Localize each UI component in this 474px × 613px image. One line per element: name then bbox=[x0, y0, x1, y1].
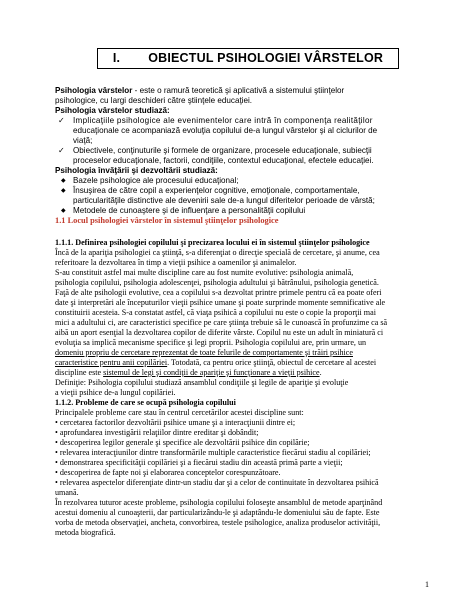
term-psihologia-varstelor: Psihologia vârstelor bbox=[55, 86, 133, 95]
chapter-title-box bbox=[97, 48, 399, 69]
bullet-item: • demonstrarea specificităţii copilăriei şi a fiecărui stadiu din această primă parte a vieţii; bbox=[55, 458, 343, 467]
body-line: Principalele probleme care stau în centrul cercetărilor acestei discipline sunt: bbox=[55, 408, 304, 417]
check-icon: ✓ bbox=[58, 146, 65, 155]
section-heading-1-1: 1.1 Locul psihologiei vârstelor în sistemul ştiinţelor psihologice bbox=[55, 216, 279, 225]
underlined-phrase: sistemul de legi şi condiţii de apariţie şi funcţionare a vieţii psihice bbox=[103, 368, 320, 377]
diamond-bullet-icon: ◆ bbox=[61, 187, 66, 194]
check-item-1-cont: educaţionale ce acompaniază evoluţia copilului de-a lungul vârstelor şi al ciclurilor de bbox=[73, 126, 378, 135]
body-line: Faţă de alte psihologii evolutive, cea a copilului s-a dezvoltat printre primele pentru că ea poate oferi bbox=[55, 288, 382, 297]
diamond-item-2-cont: particularităţile distinctive ale devenirii sale de-a lungul diferitelor perioade de vârstă; bbox=[73, 196, 375, 205]
heading-invatarii: Psihologia învăţării şi dezvoltării studiază: bbox=[55, 166, 218, 175]
subsection-heading-1-1-1: 1.1.1. Definirea psihologiei copilului şi precizarea locului ei în sistemul ştiinţelor psihologice bbox=[55, 238, 370, 247]
body-line: vorba de metoda observaţiei, ancheta, convorbirea, testele psihologice, analiza produselor activităţii, bbox=[55, 518, 381, 527]
diamond-bullet-icon: ◆ bbox=[61, 177, 66, 184]
bullet-item: • descoperirea de fapte noi şi elaborarea conceptelor corespunzătoare. bbox=[55, 468, 281, 477]
body-line-underlined: domeniu propriu de cercetare reprezentat de toate felurile de comportamente şi trăiri psihice bbox=[55, 348, 353, 357]
body-text: . bbox=[319, 368, 322, 377]
chapter-title-text: OBIECTUL PSIHOLOGIEI VÂRSTELOR bbox=[148, 51, 384, 65]
intro-paragraph-cont: psihologice, cu largi deschideri către ştiinţele educaţiei. bbox=[55, 96, 253, 105]
check-item-1-end: viaţă; bbox=[73, 136, 93, 145]
bullet-item-cont: umană. bbox=[55, 488, 79, 497]
definition-line: Definiţie: Psihologia copilului studiază ansamblul condiţiile şi legile de apariţie şi evoluţie bbox=[55, 378, 349, 387]
body-text: discipline este bbox=[55, 368, 104, 377]
check-item-2: Obiectivele, conţinuturile şi formele de organizare, procesele educaţionale, subiecţii bbox=[73, 146, 372, 155]
body-line: evoluţia sa implică mecanisme specifice şi legi proprii. Psihologia copilului are, prin urmare, un bbox=[55, 338, 367, 347]
check-item-1: Implicaţiile psihologice ale evenimentelor care intră în componenţa realităţilor bbox=[73, 116, 373, 125]
diamond-item-1: Bazele psihologice ale procesului educaţional; bbox=[73, 176, 239, 185]
page-number: 1 bbox=[425, 580, 429, 589]
body-line: În rezolvarea tuturor aceste probleme, psihologia copilului foloseşte ansamblul de metode aparţinând bbox=[55, 498, 383, 507]
diamond-item-2: Însuşirea de către copil a experienţelor cognitive, emoţionale, comportamentale, bbox=[73, 186, 360, 195]
bullet-item: • descoperirea legilor generale şi specifice ale dezvoltării psihice din copilărie; bbox=[55, 438, 310, 447]
bullet-item: • relevarea aspectelor diferenţiate dintr-un stadiu dar şi a celor de continuitate în dezvoltarea psihică bbox=[55, 478, 379, 487]
check-icon: ✓ bbox=[58, 116, 65, 125]
heading-studiaza: Psihologia vârstelor studiază: bbox=[55, 106, 170, 115]
definition-line-cont: a vieţii psihice de-a lungul copilăriei. bbox=[55, 388, 176, 397]
body-line: referitoare la dezvoltarea în timp a vieţii psihice a oamenilor şi animalelor. bbox=[55, 258, 297, 267]
subsection-heading-1-1-2: 1.1.2. Probleme de care se ocupă psihologia copilului bbox=[55, 398, 236, 407]
body-line bbox=[55, 358, 376, 368]
check-item-2-cont: proceselor educaţionale, factorii, condiţiile, contextul educaţional, efectele educaţiei. bbox=[73, 156, 374, 165]
body-line: date şi interpretări ale începuturilor vieţii psihice umane şi poate surprinde momente semnificative ale bbox=[55, 298, 386, 307]
diamond-item-3: Metodele de cunoaştere şi de influenţare a personalităţii copilului bbox=[73, 206, 306, 215]
body-line: psihologia copilului, psihologia adolescenţei, psihologia adultului şi bătrânului, psihologia genetică. bbox=[55, 278, 379, 287]
body-line: S-au constituit astfel mai multe discipline care au fost numite evolutive: psihologia animală, bbox=[55, 268, 354, 277]
chapter-title bbox=[98, 51, 398, 65]
body-line: Încă de la apariţia psihologiei ca ştiinţă, s-a diferenţiat o direcţie specială de cercetare, şi anume, cea bbox=[55, 248, 380, 257]
body-text: . Totodată, ca pentru orice ştiinţă, obiectul de cercetare al acestei bbox=[167, 358, 377, 367]
body-line: acestui domeniu al cunoaşterii, dar particularizându-le şi adaptându-le domeniului său de fapte. Este bbox=[55, 508, 380, 517]
intro-paragraph bbox=[55, 86, 344, 96]
body-line: constituirii acesteia. S-a constatat astfel, că viaţa psihică a copilului nu este o copie la proporţii mai bbox=[55, 308, 376, 317]
diamond-bullet-icon: ◆ bbox=[61, 207, 66, 214]
body-line bbox=[55, 368, 322, 378]
chapter-number: I. bbox=[112, 51, 121, 65]
bullet-item: • relevarea interacţiunilor dintre transformările multiple caracteristice fiecărui stadiu al copilăriei; bbox=[55, 448, 371, 457]
intro-text: - este o ramură teoretică şi aplicativă a sistemului ştiinţelor bbox=[132, 86, 345, 95]
body-line: aibă un aport esenţial la dezvoltarea copilor de diferite vârste. Copilul nu este un adult în miniatură ci bbox=[55, 328, 384, 337]
body-line: metoda biografică. bbox=[55, 528, 116, 537]
body-line: mici a adultului ci, are caracteristici specifice pe care ştiinţa trebuie să le cunoască în profunzime ca să bbox=[55, 318, 388, 327]
bullet-item: • aprofundarea investigării relaţiilor dintre ereditar şi dobândit; bbox=[55, 428, 259, 437]
underlined-phrase: caracteristice pentru anii copilăriei bbox=[55, 358, 168, 367]
bullet-item: • cercetarea factorilor dezvoltării psihice umane şi a interacţiunii dintre ei; bbox=[55, 418, 296, 427]
